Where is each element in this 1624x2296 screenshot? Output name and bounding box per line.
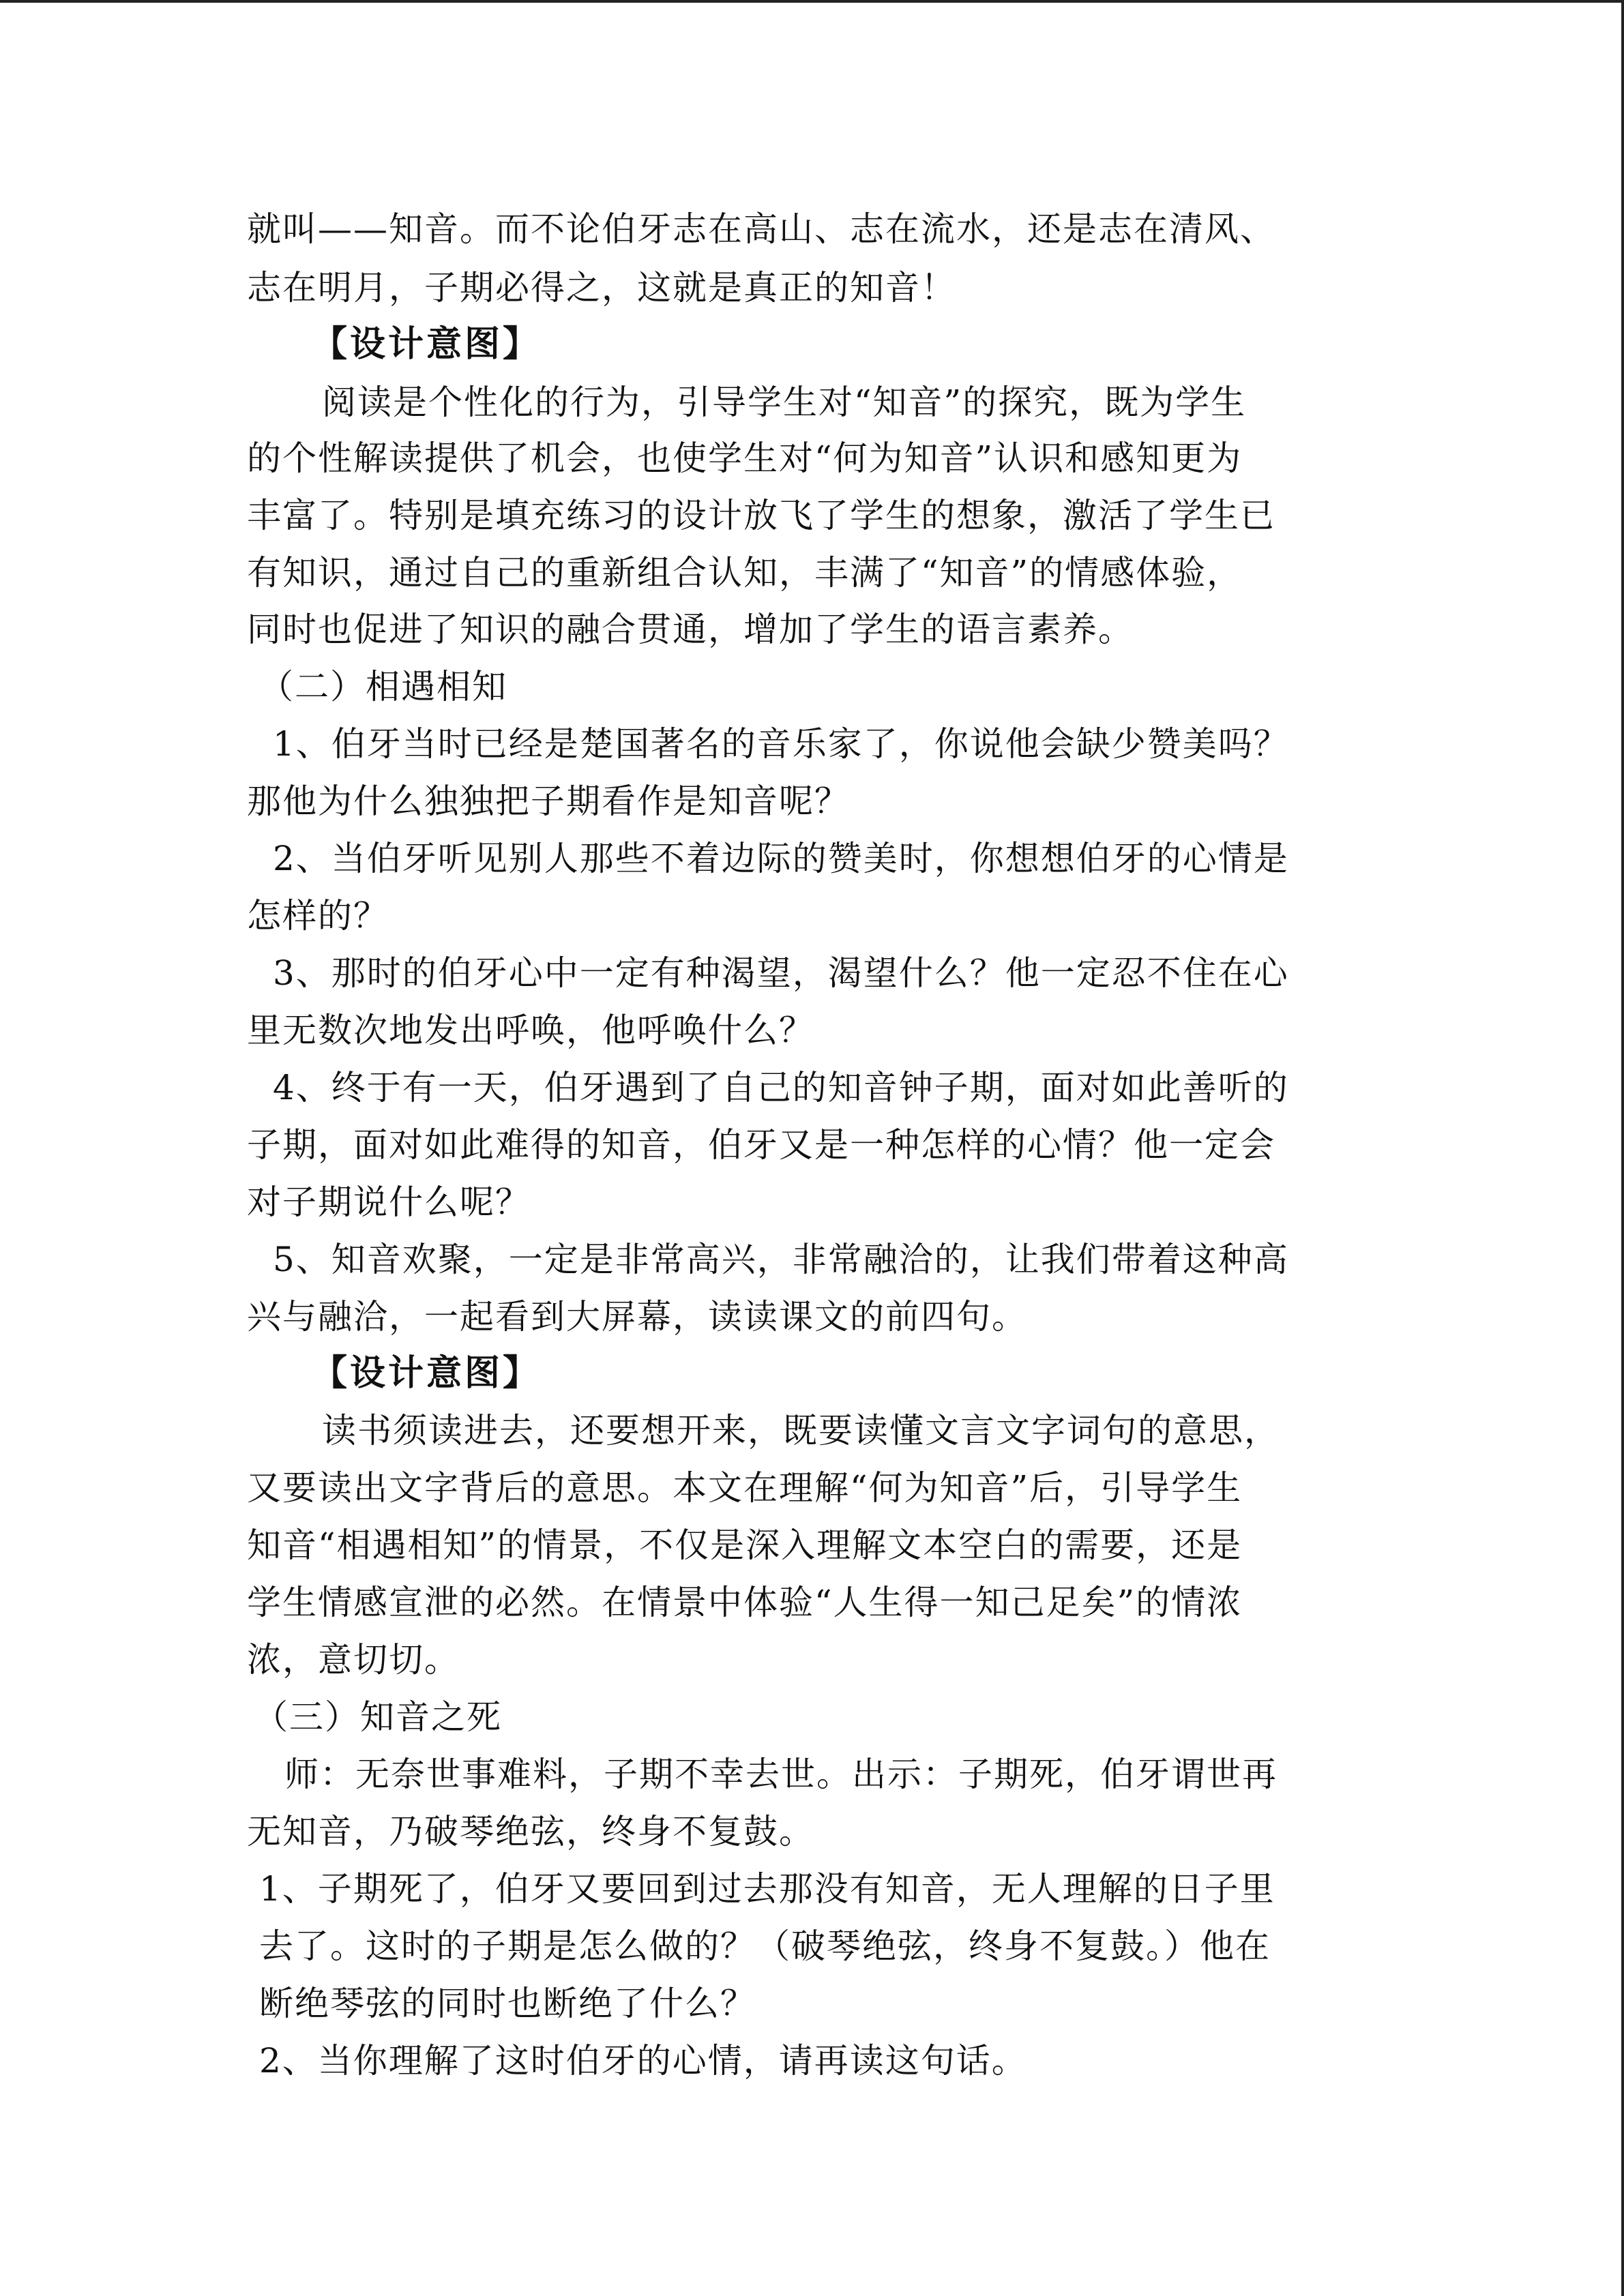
- text-line: 5、知音欢聚，一定是非常高兴，非常融洽的，让我们带着这种高: [273, 1240, 1289, 1279]
- text-line: 又要读出文字背后的意思。本文在理解“何为知音”后，引导学生: [247, 1468, 1243, 1508]
- text-line: 1、伯牙当时已经是楚国著名的音乐家了，你说他会缺少赞美吗？: [273, 724, 1289, 764]
- text-line: 2、当伯牙听见别人那些不着边际的赞美时，你想想伯牙的心情是: [273, 839, 1289, 878]
- text-line: 有知识，通过自己的重新组合认知，丰满了“知音”的情感体验，: [247, 553, 1243, 593]
- text-line: 兴与融洽，一起看到大屏幕，读读课文的前四句。: [247, 1297, 1027, 1337]
- text-line: 读书须读进去，还要想开来，既要读懂文言文字词句的意思，: [322, 1411, 1280, 1450]
- text-line: 师：无奈世事难料，子期不幸去世。出示：子期死，伯牙谓世再: [284, 1755, 1278, 1794]
- text-line: 浓，意切切。: [247, 1640, 460, 1680]
- section-heading: 【设计意图】: [312, 1353, 542, 1394]
- text-line: 阅读是个性化的行为，引导学生对“知音”的探究，既为学生: [322, 383, 1247, 422]
- text-line: 怎样的？: [247, 896, 389, 936]
- text-line: 2、当你理解了这时伯牙的心情，请再读这句话。: [259, 2041, 1027, 2081]
- subsection-title: （三）知音之死: [254, 1697, 502, 1737]
- text-line: 志在明月，子期必得之，这就是真正的知音！: [247, 268, 956, 308]
- text-line: 1、子期死了，伯牙又要回到过去那没有知音，无人理解的日子里: [259, 1869, 1275, 1909]
- text-line: 丰富了。特别是填充练习的设计放飞了学生的想象，激活了学生已: [247, 496, 1275, 535]
- text-line: 学生情感宣泄的必然。在情景中体验“人生得一知己足矣”的情浓: [247, 1583, 1243, 1622]
- text-line: 里无数次地发出呼唤，他呼唤什么？: [247, 1011, 814, 1050]
- text-line: 的个性解读提供了机会，也使学生对“何为知音”认识和感知更为: [247, 438, 1243, 478]
- text-line: 无知音，乃破琴绝弦，终身不复鼓。: [247, 1812, 814, 1851]
- text-line: 断绝琴弦的同时也断绝了什么？: [259, 1984, 756, 2023]
- text-line: 就叫——知音。而不论伯牙志在高山、志在流水，还是志在清风、: [247, 209, 1275, 249]
- subsection-title: （二）相遇相知: [259, 667, 507, 706]
- text-line: 子期，面对如此难得的知音，伯牙又是一种怎样的心情？他一定会: [247, 1125, 1275, 1165]
- text-line: 4、终于有一天，伯牙遇到了自己的知音钟子期，面对如此善听的: [273, 1068, 1289, 1107]
- text-line: 去了。这时的子期是怎么做的？（破琴绝弦，终身不复鼓。）他在: [259, 1926, 1271, 1966]
- page-top-border: [0, 0, 1624, 3]
- text-line: 3、那时的伯牙心中一定有种渴望，渴望什么？他一定忍不住在心: [273, 953, 1289, 993]
- text-line: 知音“相遇相知”的情景，不仅是深入理解文本空白的需要，还是: [247, 1525, 1243, 1565]
- page-right-border: [1621, 0, 1624, 2296]
- text-line: 同时也促进了知识的融合贯通，增加了学生的语言素养。: [247, 610, 1134, 649]
- section-heading: 【设计意图】: [312, 324, 542, 365]
- text-line: 对子期说什么呢？: [247, 1182, 531, 1222]
- text-line: 那他为什么独独把子期看作是知音呢？: [247, 781, 850, 821]
